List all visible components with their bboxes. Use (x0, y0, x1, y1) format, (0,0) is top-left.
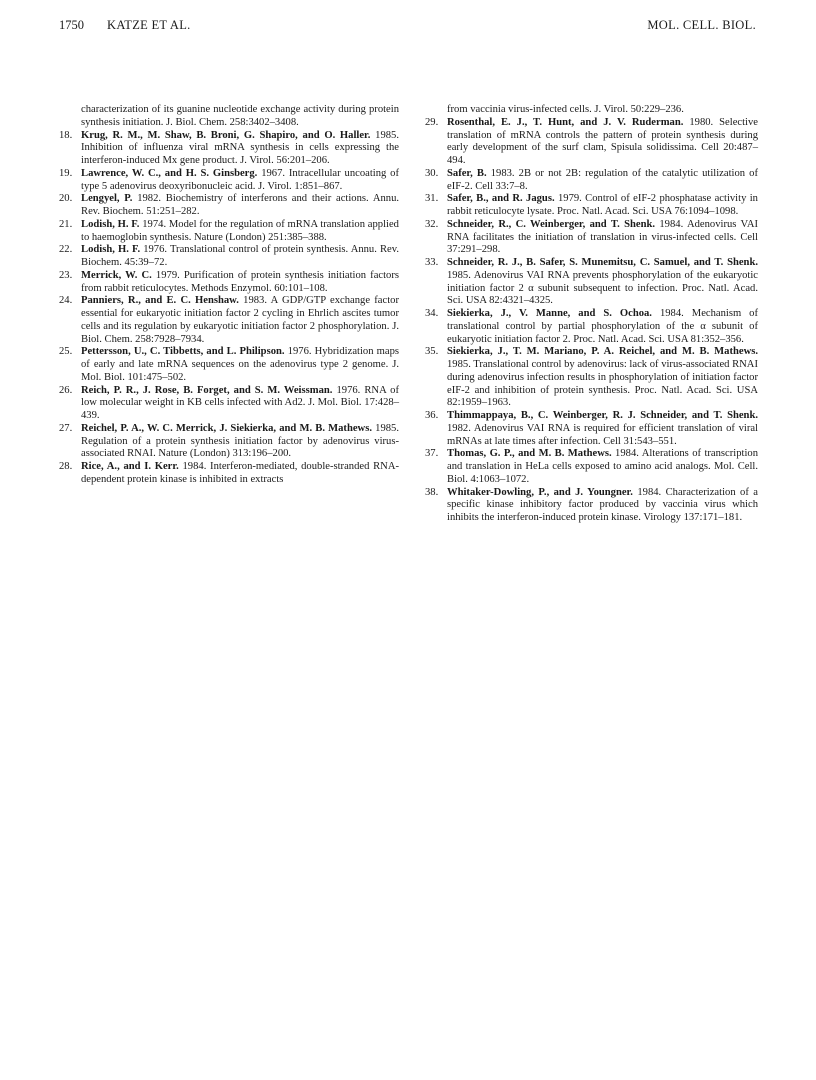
reference-entry (425, 308, 758, 346)
reference-entry (59, 219, 399, 245)
reference-body (447, 448, 758, 486)
reference-entry (59, 104, 399, 130)
reference-entry (425, 487, 758, 525)
reference-text: 1982. Adenovirus VAI RNA is required for efficient translation of viral mRNAs at late times after infection. Cell 31:543–551. (447, 422, 758, 447)
reference-authors: Schneider, R. J., B. Safer, S. Munemitsu, C. Samuel, and T. Shenk. (447, 257, 758, 268)
reference-text: 1976. RNA of low molecular weight in KB cells infected with Ad2. J. Mol. Biol. 17:428–439. (81, 384, 399, 421)
reference-entry (425, 104, 758, 117)
reference-text: 1979. Purification of protein synthesis initiation factors from rabbit reticulocytes. Methods Enzymol. 60:101–108. (81, 269, 400, 294)
reference-entry (425, 219, 758, 257)
reference-body (81, 270, 399, 296)
reference-text: 1984. Adenovirus VAI RNA facilitates the initiation of translation in virus-infected cells. Cell 37:291–298. (447, 218, 758, 256)
reference-number: 22. (59, 244, 73, 256)
reference-body (81, 461, 399, 487)
reference-body (81, 168, 399, 194)
reference-entry (59, 295, 399, 346)
reference-column-right (425, 104, 758, 525)
reference-entry (425, 448, 758, 486)
reference-body (447, 219, 758, 257)
reference-number: 31. (425, 193, 439, 205)
reference-authors: Reich, P. R., J. Rose, B. Forget, and S. M. Weissman. (81, 384, 333, 396)
reference-number: 32. (425, 218, 439, 230)
reference-body (81, 385, 399, 423)
reference-body (81, 295, 399, 346)
reference-number: 29. (425, 116, 439, 128)
reference-entry (59, 168, 399, 194)
reference-entry (59, 270, 399, 296)
reference-entry (59, 385, 399, 423)
reference-authors: Pettersson, U., C. Tibbetts, and L. Philipson. (81, 346, 285, 358)
reference-body (447, 104, 758, 117)
reference-authors: Safer, B. (447, 167, 487, 179)
reference-body (447, 346, 758, 410)
reference-text: 1985. Regulation of a protein synthesis initiation factor by adenovirus virus-associated RNAI. Nature (London) 313:196–200. (81, 422, 399, 460)
reference-entry (59, 461, 399, 487)
reference-number: 36. (425, 410, 439, 421)
reference-body (447, 117, 758, 168)
reference-authors: Krug, R. M., M. Shaw, B. Broni, G. Shapiro, and O. Haller. (81, 129, 371, 141)
reference-number: 25. (59, 346, 73, 358)
reference-number: 33. (425, 257, 439, 268)
reference-body (81, 346, 399, 384)
reference-text: 1984. Alterations of transcription and translation in HeLa cells exposed to amino acid analogs. Mol. Cell. Biol. 4:1063–1072. (447, 448, 758, 485)
reference-number: 19. (59, 167, 73, 179)
reference-entry (425, 117, 758, 168)
reference-number: 18. (59, 129, 73, 141)
reference-authors: Rosenthal, E. J., T. Hunt, and J. V. Ruderman. (447, 116, 684, 128)
reference-entry (59, 423, 399, 461)
reference-authors: Lawrence, W. C., and H. S. Ginsberg. (81, 167, 258, 179)
running-header (59, 18, 756, 36)
reference-text: 1976. Translational control of protein synthesis. Annu. Rev. Biochem. 45:39–72. (81, 244, 399, 268)
reference-entry (59, 244, 399, 270)
reference-text: from vaccinia virus-infected cells. J. Virol. 50:229–236. (447, 104, 684, 115)
reference-text: 1976. Hybridization maps of early and late mRNA sequences on the adenovirus type 2 genome. J. Mol. Biol. 101:475–502. (81, 346, 399, 383)
reference-body (447, 168, 758, 194)
reference-body (81, 244, 399, 270)
journal-name: MOL. CELL. BIOL. (647, 18, 756, 32)
reference-number: 34. (425, 308, 439, 319)
reference-text: 1985. Inhibition of influenza viral mRNA synthesis in cells expressing the interferon-induced Mx gene product. J. Virol. 56:201–206. (81, 129, 399, 166)
reference-authors: Lengyel, P. (81, 193, 133, 205)
reference-entry (59, 130, 399, 168)
running-authors: KATZE ET AL. (107, 18, 191, 32)
reference-authors: Schneider, R., C. Weinberger, and T. Shenk. (447, 218, 656, 230)
reference-entry (425, 168, 758, 194)
reference-text: 1980. Selective translation of mRNA controls the pattern of protein synthesis during early development of the surf clam, Spisula solidissima. Cell 20:487–494. (447, 116, 758, 166)
reference-body (447, 193, 758, 219)
reference-text: 1984. Mechanism of translational control by partial phosphorylation of the α subunit of eukaryotic initiation factor 2. Proc. Natl. Acad. Sci. USA 81:352–356. (447, 308, 758, 345)
reference-body (447, 410, 758, 448)
reference-text: 1974. Model for the regulation of mRNA translation applied to haemoglobin synthesis. Nature (London) 251:385–388. (81, 218, 399, 243)
reference-number: 38. (425, 486, 439, 498)
reference-number: 23. (59, 269, 73, 281)
reference-authors: Panniers, R., and E. C. Henshaw. (81, 295, 239, 307)
reference-text: 1985. Translational control by adenovirus: lack of virus-associated RNAI during adenovirus infection results in phosphorylation of initiation factor eIF-2 and inhibition of protein synthesis. Proc. Natl. Acad. Sci. USA 82:1959–1963. (447, 359, 758, 409)
reference-entry (425, 346, 758, 410)
reference-authors: Rice, A., and I. Kerr. (81, 461, 179, 472)
reference-body (81, 104, 399, 130)
reference-authors: Lodish, H. F. (81, 244, 141, 256)
reference-number: 26. (59, 384, 73, 396)
reference-authors: Safer, B., and R. Jagus. (447, 193, 555, 205)
reference-number: 30. (425, 167, 439, 179)
reference-text: 1984. Characterization of a specific kinase inhibitory factor produced by vaccinia virus which inhibits the interferon-induced protein kinase. Virology 137:171–181. (447, 486, 758, 523)
reference-text: characterization of its guanine nucleotide exchange activity during protein synthesis initiation. J. Biol. Chem. 258:3402–3408. (81, 104, 399, 128)
reference-text: 1983. 2B or not 2B: regulation of the catalytic utilization of eIF-2. Cell 33:7–8. (447, 167, 758, 192)
reference-entry (59, 346, 399, 384)
reference-text: 1979. Control of eIF-2 phosphatase activity in rabbit reticulocyte lysate. Proc. Natl. Acad. Sci. USA 76:1094–1098. (447, 193, 758, 217)
reference-number: 24. (59, 295, 73, 307)
reference-number: 27. (59, 422, 73, 434)
reference-text: 1985. Adenovirus VAI RNA prevents phosphorylation of the eukaryotic initiation factor 2 α subunit subsequent to infection. Proc. Natl. Acad. Sci. USA 82:4321–4325. (447, 269, 758, 307)
reference-body (447, 308, 758, 346)
reference-entry (425, 193, 758, 219)
reference-text: 1984. Interferon-mediated, double-stranded RNA-dependent protein kinase is inhibited in extracts (81, 461, 399, 485)
reference-entry (425, 410, 758, 448)
reference-text: 1982. Biochemistry of interferons and their actions. Annu. Rev. Biochem. 51:251–282. (81, 193, 400, 217)
reference-entry (59, 193, 399, 219)
reference-body (81, 423, 399, 461)
reference-authors: Siekierka, J., V. Manne, and S. Ochoa. (447, 308, 652, 319)
reference-body (81, 193, 399, 219)
reference-number: 37. (425, 448, 439, 460)
reference-authors: Siekierka, J., T. M. Mariano, P. A. Reichel, and M. B. Mathews. (447, 346, 758, 358)
page-number: 1750 (59, 18, 84, 32)
reference-body (447, 487, 758, 525)
reference-authors: Reichel, P. A., W. C. Merrick, J. Siekierka, and M. B. Mathews. (81, 422, 372, 434)
reference-text: 1983. A GDP/GTP exchange factor essential for eukaryotic initiation factor 2 cycling in Ehrlich ascites tumor cells and its regulation by eukaryotic initiation factor 2 phosphorylation. J. Biol. Chem. 258:7928–7934. (81, 295, 399, 345)
reference-authors: Merrick, W. C. (81, 269, 152, 281)
reference-column-left (59, 104, 399, 487)
reference-number: 28. (59, 461, 73, 472)
reference-authors: Lodish, H. F. (81, 218, 140, 230)
reference-authors: Thomas, G. P., and M. B. Mathews. (447, 448, 612, 460)
reference-body (81, 130, 399, 168)
reference-entry (425, 257, 758, 308)
reference-number: 20. (59, 193, 73, 205)
reference-text: 1967. Intracellular uncoating of type 5 adenovirus deoxyribonucleic acid. J. Virol. 1:851–867. (81, 167, 399, 192)
reference-body (81, 219, 399, 245)
reference-number: 21. (59, 218, 73, 230)
reference-body (447, 257, 758, 308)
reference-authors: Thimmappaya, B., C. Weinberger, R. J. Schneider, and T. Shenk. (447, 410, 758, 421)
reference-authors: Whitaker-Dowling, P., and J. Youngner. (447, 486, 633, 498)
reference-number: 35. (425, 346, 439, 358)
